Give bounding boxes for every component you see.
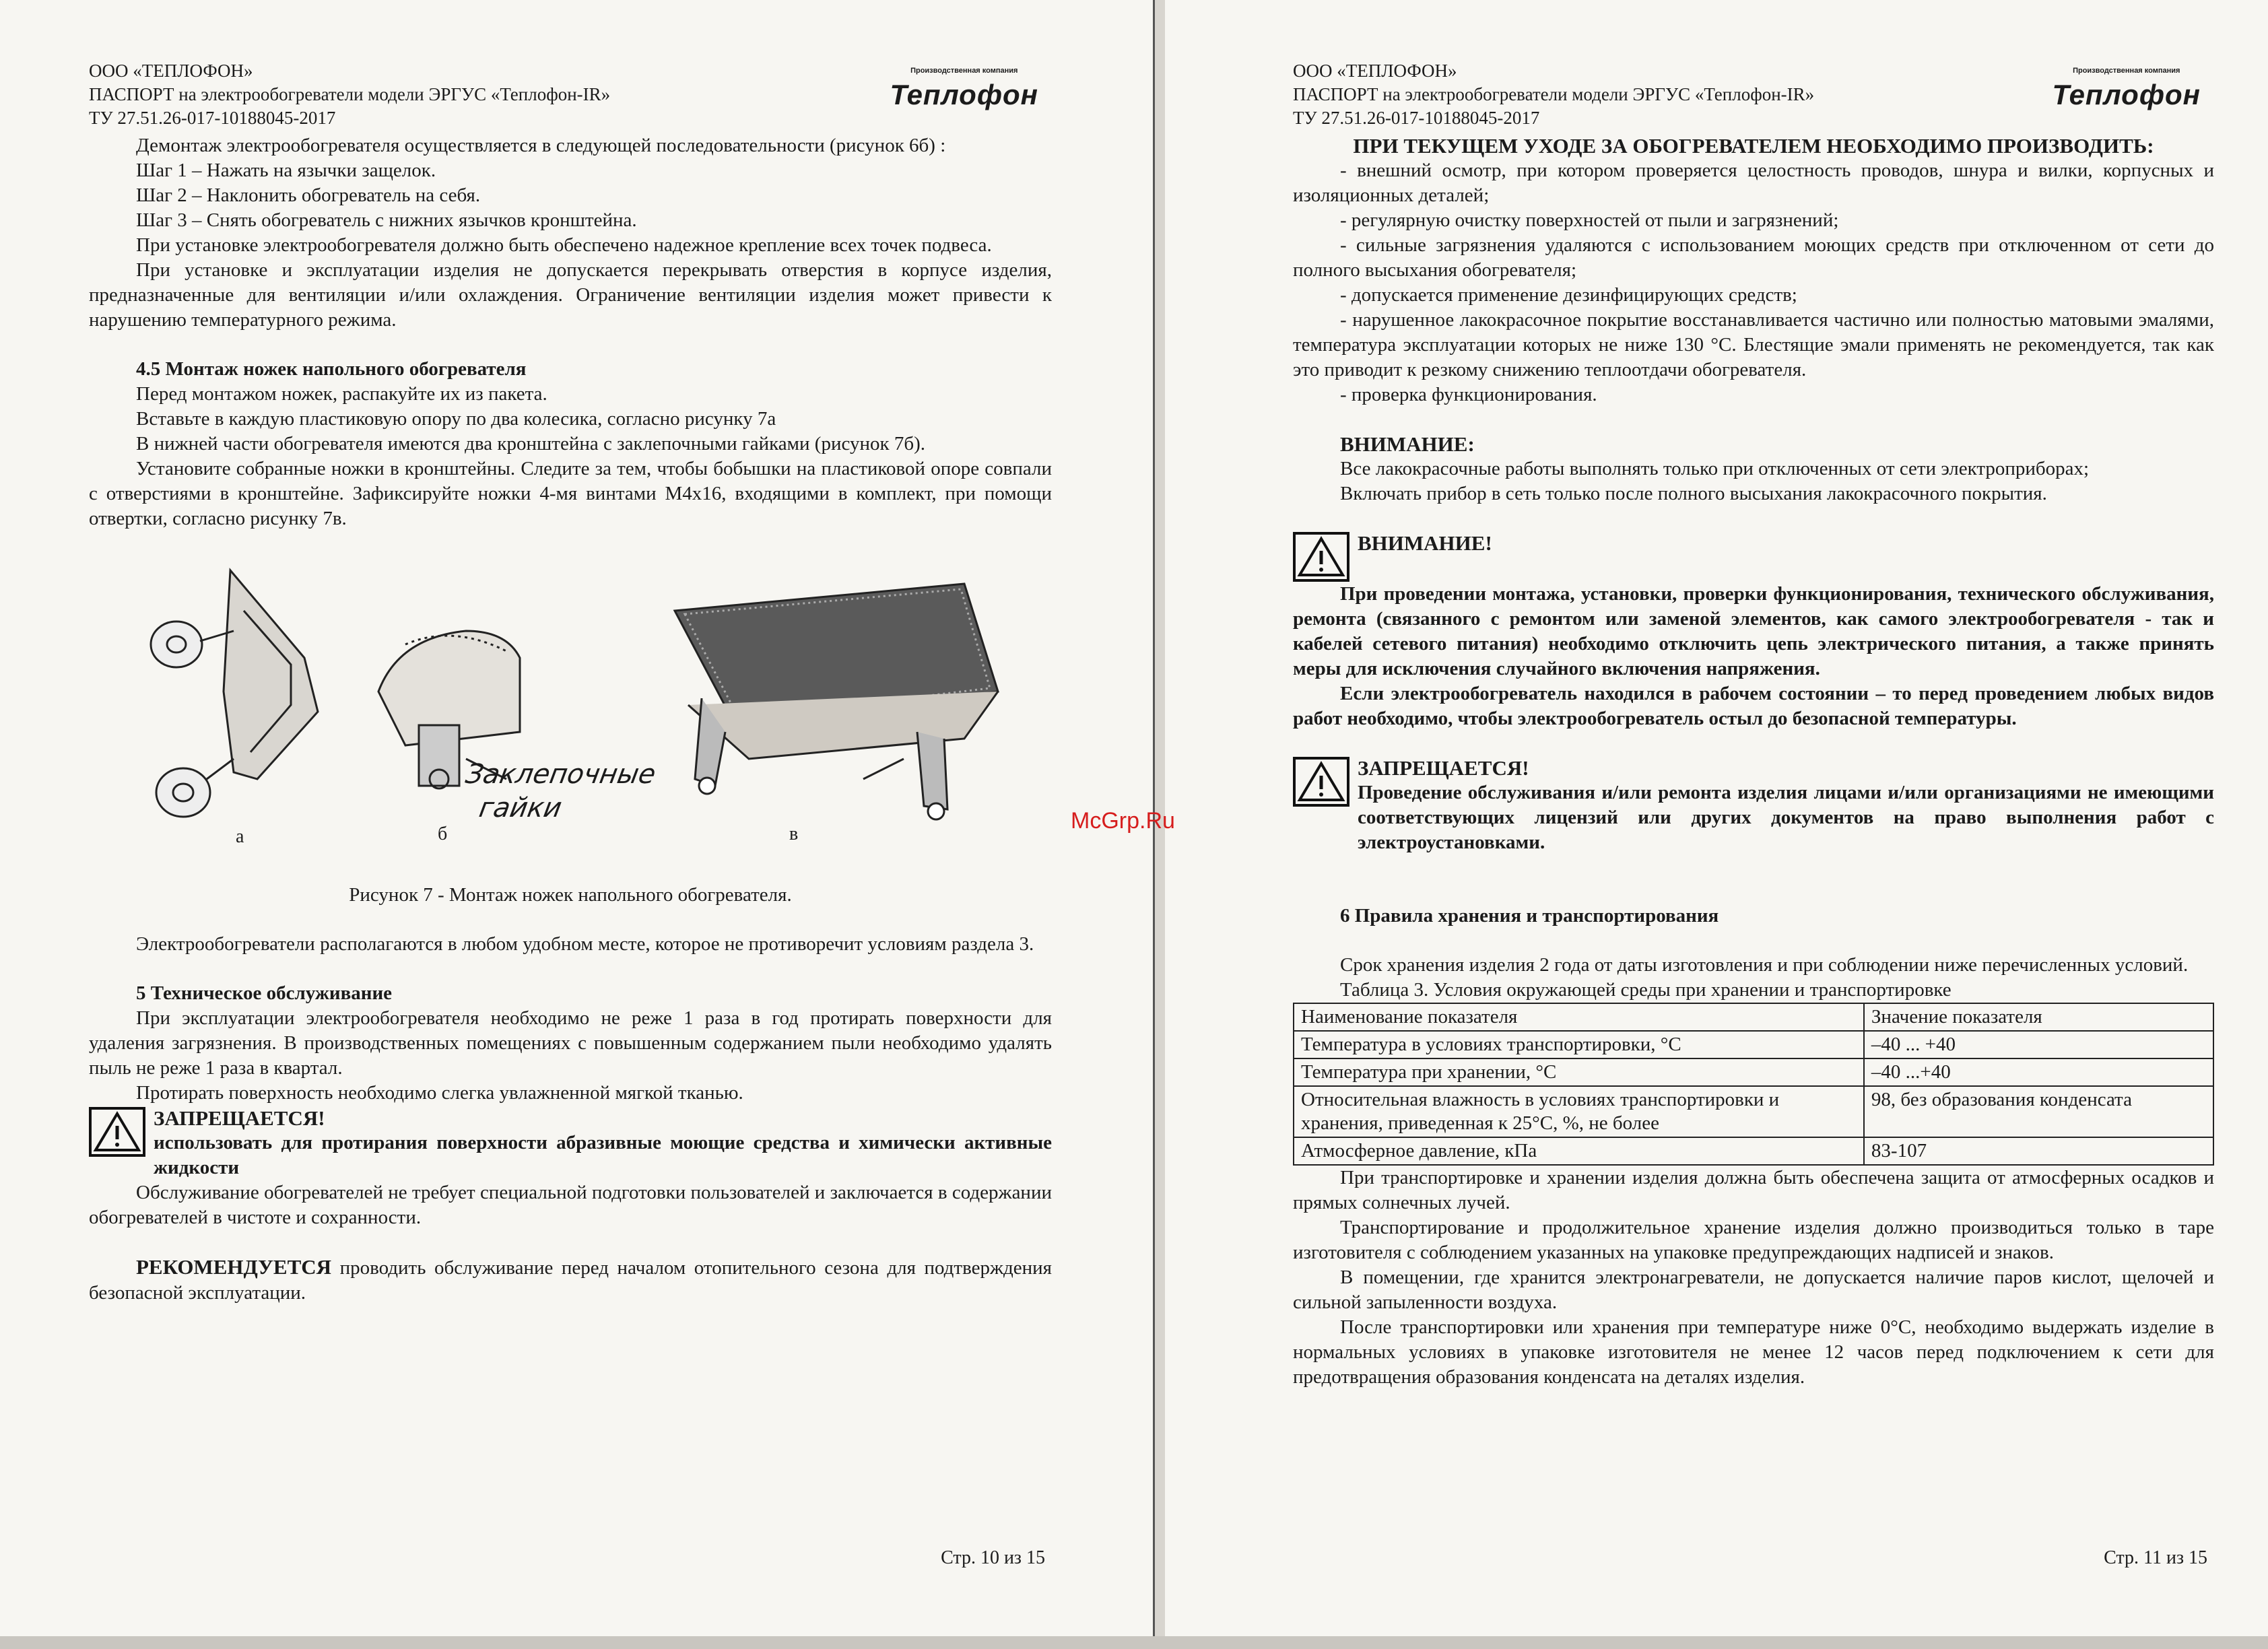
warning-text: При проведении монтажа, установки, проверки функционирования, технического обслуживания, ремонта (связанного с ремонтом или заменой элементов, как самого электрообогревателя - так и кабелей сетевого питания) необходимо отключить цепь электрического питания, а также принять меры для исключения случайного включения напряжения. xyxy=(1293,583,2214,679)
recommendation: РЕКОМЕНДУЕТСЯ проводить обслуживание перед началом отопительного сезона для подтверждения безопасной эксплуатации. xyxy=(89,1255,1052,1304)
attention-warning xyxy=(1293,531,2214,582)
rivet-nuts-label-line1: Заклепочные xyxy=(463,759,659,790)
page-number: Стр. 10 из 15 xyxy=(941,1547,1045,1568)
paragraph: Транспортирование и продолжительное хранение изделия должно производиться только в таре изготовителя с соблюдением указанных на упаковке предупреждающих надписей и знаков. xyxy=(1293,1217,2214,1263)
section-heading: 5 Техническое обслуживание xyxy=(136,982,393,1004)
figure-caption: Рисунок 7 - Монтаж ножек напольного обогревателя. xyxy=(349,884,792,906)
table-cell-name: Температура при хранении, °С xyxy=(1294,1058,1864,1086)
forbidden-warning xyxy=(1293,755,2214,855)
warning-triangle-icon xyxy=(1293,757,1349,807)
warning-triangle-icon xyxy=(89,1107,145,1157)
figure-7-drawing xyxy=(89,557,1052,840)
figure-7 xyxy=(89,557,1052,880)
paragraph: После транспортировки или хранения при температуре ниже 0°С, необходимо выдержать изделие в нормальных условиях в упаковке изготовителя не менее 12 часов перед подключением к сети для предотвращения образования конденсата на деталях изделия. xyxy=(1293,1316,2214,1388)
storage-conditions-table xyxy=(1293,1003,2214,1166)
table-cell-name: Наименование показателя xyxy=(1294,1003,1864,1031)
care-item: - проверка функционирования. xyxy=(1340,384,1597,405)
step: Шаг 3 – Снять обогреватель с нижних язычков кронштейна. xyxy=(136,209,637,231)
company-logo: Производственная компания Теплофон xyxy=(2052,67,2201,110)
warning-title: ЗАПРЕЩАЕТСЯ! xyxy=(1358,756,1529,780)
care-item: - нарушенное лакокрасочное покрытие восстанавливается частично или полностью матовыми эмалями, температура эксплуатации которых не ниже 130 °С. Блестящие эмали применять не рекомендуется, так как это приводит к резкому снижению теплоотдачи обогревателя. xyxy=(1293,309,2214,380)
watermark: McGrp.Ru xyxy=(1071,808,1175,834)
heater-with-legs-drawing xyxy=(675,584,998,819)
care-item: - сильные загрязнения удаляются с использованием моющих средств при отключенном от сети до полного высыхания обогревателя; xyxy=(1293,234,2214,281)
paragraph: Перед монтажом ножек, распакуйте их из пакета. xyxy=(136,383,547,405)
paragraph: В помещении, где хранится электронагреватели, не допускается наличие паров кислот, щелочей и сильной запыленности воздуха. xyxy=(1293,1267,2214,1313)
table-cell-name: Температура в условиях транспортировки, °С xyxy=(1294,1031,1864,1058)
company-logo: Производственная компания Теплофон xyxy=(890,67,1038,110)
table-row xyxy=(1294,1031,2213,1058)
paragraph: Вставьте в каждую пластиковую опору по два колесика, согласно рисунку 7а xyxy=(136,408,776,430)
care-heading: ПРИ ТЕКУЩЕМ УХОДЕ ЗА ОБОГРЕВАТЕЛЕМ НЕОБХОДИМО ПРОИЗВОДИТЬ: xyxy=(1353,134,2154,158)
care-item: - регулярную очистку поверхностей от пыли и загрязнений; xyxy=(1340,209,1839,231)
paragraph: Все лакокрасочные работы выполнять только при отключенных от сети электроприборах; xyxy=(1340,458,2090,479)
table-row xyxy=(1294,1058,2213,1086)
care-item: - допускается применение дезинфицирующих средств; xyxy=(1340,284,1797,306)
figure-label-a: а xyxy=(236,826,244,847)
figure-label-v: в xyxy=(789,823,799,844)
table-cell-value: 83-107 xyxy=(1864,1137,2213,1165)
page-header xyxy=(89,59,1052,133)
paragraph: При установке электрообогревателя должно быть обеспечено надежное крепление всех точек подвеса. xyxy=(136,234,992,256)
step: Шаг 1 – Нажать на язычки защелок. xyxy=(136,160,436,181)
page-number: Стр. 11 из 15 xyxy=(2104,1547,2207,1568)
page-right xyxy=(1165,0,2268,1636)
table-cell-value: Значение показателя xyxy=(1864,1003,2213,1031)
rivet-nuts-label-line2: гайки xyxy=(476,793,564,823)
leg-with-wheels-drawing xyxy=(151,570,318,817)
step: Шаг 2 – Наклонить обогреватель на себя. xyxy=(136,184,481,206)
paragraph: При транспортировке и хранении изделия должна быть обеспечена защита от атмосферных осадков и прямых солнечных лучей. xyxy=(1293,1167,2214,1213)
section-heading: 4.5 Монтаж ножек напольного обогревателя xyxy=(136,358,527,380)
warning-title: ЗАПРЕЩАЕТСЯ! xyxy=(154,1106,325,1130)
figure-label-b: б xyxy=(438,823,448,844)
care-item: - внешний осмотр, при котором проверяется целостность проводов, шнура и вилки, корпусных и изоляционных деталей; xyxy=(1293,160,2214,206)
company-name: ООО «ТЕПЛОФОН» xyxy=(1293,61,1457,81)
table-cell-name: Относительная влажность в условиях транспортировки и хранения, приведенная к 25°С, %, не более xyxy=(1294,1086,1864,1137)
paragraph: Демонтаж электрообогревателя осуществляется в следующей последовательности (рисунок 6б) : xyxy=(136,135,946,156)
table-cell-value: 98, без образования конденсата xyxy=(1864,1086,2213,1137)
warning-text: использовать для протирания поверхности абразивные моющие средства и химически активные жидкости xyxy=(154,1132,1052,1178)
warning-title: ВНИМАНИЕ! xyxy=(1358,531,1492,555)
paragraph: Обслуживание обогревателей не требует специальной подготовки пользователей и заключается в содержании обогревателей в чистоте и сохранности. xyxy=(89,1182,1052,1228)
tu-number: ТУ 27.51.26-017-10188045-2017 xyxy=(1293,108,1540,128)
passport-title: ПАСПОРТ на электрообогреватели модели ЭРГУС «Теплофон-IR» xyxy=(89,84,611,104)
warning-text: Если электрообогреватель находился в рабочем состоянии – то перед проведением любых видов работ необходимо, чтобы электрообогреватель остыл до безопасной температуры. xyxy=(1293,683,2214,729)
section-heading: 6 Правила хранения и транспортирования xyxy=(1340,905,1719,927)
paragraph: Электрообогреватели располагаются в любом удобном месте, которое не противоречит условиям раздела 3. xyxy=(136,933,1034,955)
table-title: Таблица 3. Условия окружающей среды при хранении и транспортировке xyxy=(1340,979,1952,1001)
table-cell-name: Атмосферное давление, кПа xyxy=(1294,1137,1864,1165)
table-cell-value: –40 ... +40 xyxy=(1864,1031,2213,1058)
table-row xyxy=(1294,1086,2213,1137)
paragraph: Установите собранные ножки в кронштейны. Следите за тем, чтобы бобышки на пластиковой опоре совпали с отверстиями в кронштейне. Зафиксируйте ножки 4-мя винтами М4х16, входящими в комплект, при помощи отвертки, согласно рисунку 7в. xyxy=(89,458,1052,529)
paragraph: Протирать поверхность необходимо слегка увлажненной мягкой тканью. xyxy=(136,1082,743,1104)
paragraph: В нижней части обогревателя имеются два кронштейна с заклепочными гайками (рисунок 7б). xyxy=(136,433,925,455)
passport-title: ПАСПОРТ на электрообогреватели модели ЭРГУС «Теплофон-IR» xyxy=(1293,84,1815,104)
warning-text: Проведение обслуживания и/или ремонта изделия лицами и/или организациями не имеющими соответствующих лицензий или других документов на право выполнения работ с электроустановками. xyxy=(1358,782,2214,853)
paragraph: При эксплуатации электрообогревателя необходимо не реже 1 раза в год протирать поверхности для удаления загрязнения. В производственных помещениях с повышенным содержанием пыли необходимо удалять пыль не реже 1 раза в квартал. xyxy=(89,1007,1052,1079)
tu-number: ТУ 27.51.26-017-10188045-2017 xyxy=(89,108,336,128)
forbidden-warning xyxy=(89,1106,1052,1180)
scan-bottom-edge xyxy=(0,1636,2268,1649)
company-name: ООО «ТЕПЛОФОН» xyxy=(89,61,253,81)
paragraph: Включать прибор в сеть только после полного высыхания лакокрасочного покрытия. xyxy=(1340,483,2047,504)
table-row xyxy=(1294,1137,2213,1165)
paragraph: При установке и эксплуатации изделия не допускается перекрывать отверстия в корпусе изделия, предназначенные для вентиляции и/или охлаждения. Ограничение вентиляции изделия может привести к нарушению температурного режима. xyxy=(89,259,1052,331)
paragraph: Срок хранения изделия 2 года от даты изготовления и при соблюдении ниже перечисленных условий. xyxy=(1340,954,2189,976)
page-header xyxy=(1293,59,2214,133)
table-cell-value: –40 ...+40 xyxy=(1864,1058,2213,1086)
table-header-row xyxy=(1294,1003,2213,1031)
warning-triangle-icon xyxy=(1293,532,1349,582)
attention-heading: ВНИМАНИЕ: xyxy=(1340,432,1475,456)
